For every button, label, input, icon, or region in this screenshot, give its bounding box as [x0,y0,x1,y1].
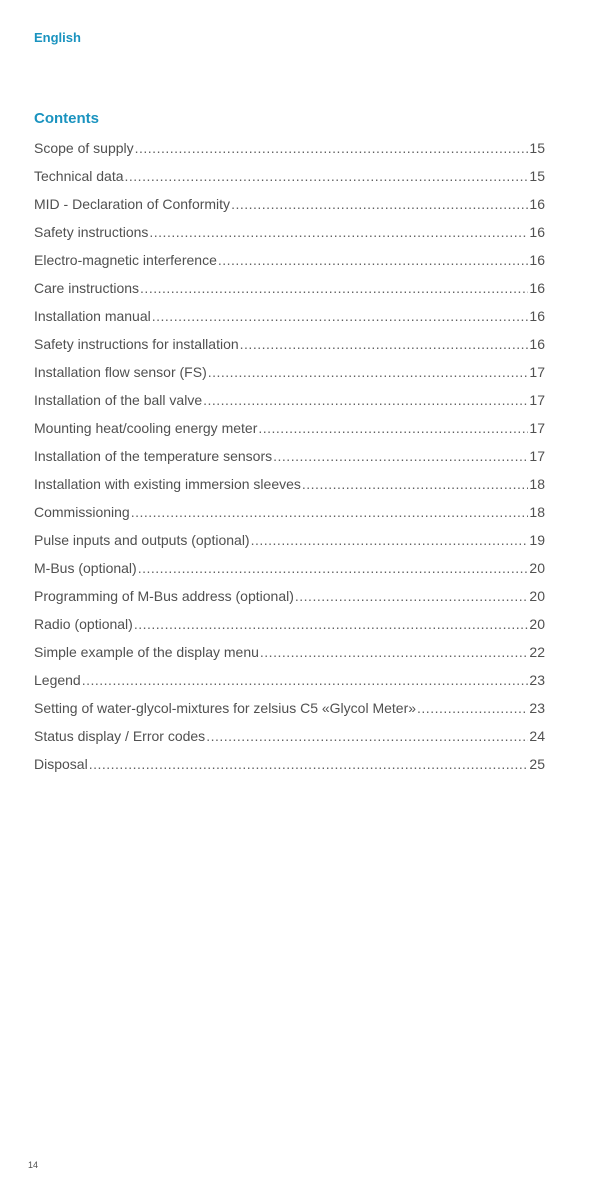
toc-entry-title: Safety instructions [34,224,149,240]
toc-entry-title: Simple example of the display menu [34,644,259,660]
toc-entry-mounting-energy-meter[interactable] [34,414,545,442]
toc-dot-leader [240,330,529,358]
toc-entry-title: Radio (optional) [34,616,133,632]
toc-entry-installation-ball-valve[interactable] [34,386,545,414]
toc-entry-pulse-inputs-outputs[interactable] [34,526,545,554]
toc-dot-leader [140,274,528,302]
toc-entry-installation-immersion-sleeves[interactable] [34,470,545,498]
toc-dot-leader [134,610,529,638]
toc-dot-leader [135,134,529,162]
toc-entry-page: 19 [529,532,545,548]
page-number: 14 [28,1160,39,1170]
toc-entry-title: Installation of the temperature sensors [34,448,273,464]
toc-dot-leader [218,246,529,274]
toc-entry-status-display-error-codes[interactable] [34,722,545,750]
toc-entry-legend[interactable] [34,666,545,694]
toc-dot-leader [89,750,529,778]
toc-dot-leader [295,582,529,610]
toc-dot-leader [302,470,529,498]
toc-entry-title: Legend [34,672,81,688]
toc-entry-electro-magnetic-interference[interactable] [34,246,545,274]
toc-entry-page: 18 [529,476,545,492]
toc-entry-page: 23 [529,672,545,688]
toc-dot-leader [131,498,529,526]
toc-entry-title: Mounting heat/cooling energy meter [34,420,258,436]
toc-entry-page: 16 [529,280,545,296]
toc-entry-title: Setting of water-glycol-mixtures for zelsius C5 «Glycol Meter» [34,700,417,716]
toc-entry-page: 25 [529,756,545,772]
toc-entry-title: Installation flow sensor (FS) [34,364,207,380]
toc-entry-page: 23 [529,700,545,716]
toc-dot-leader [203,386,528,414]
toc-entry-title: MID - Declaration of Conformity [34,196,231,212]
toc-entry-title: Installation manual [34,308,151,324]
toc-entry-page: 20 [529,560,545,576]
toc-entry-page: 16 [529,336,545,352]
toc-entry-page: 16 [529,196,545,212]
toc-entry-page: 22 [529,644,545,660]
table-of-contents [34,134,545,778]
contents-heading: Contents [34,110,99,127]
toc-entry-commissioning[interactable] [34,498,545,526]
toc-entry-title: Care instructions [34,280,140,296]
toc-entry-radio[interactable] [34,610,545,638]
toc-entry-technical-data[interactable] [34,162,545,190]
toc-dot-leader [273,442,528,470]
toc-entry-installation-temperature-sensors[interactable] [34,442,545,470]
toc-entry-title: Disposal [34,756,88,772]
toc-entry-page: 18 [529,504,545,520]
toc-dot-leader [206,722,528,750]
toc-dot-leader [231,190,528,218]
toc-entry-title: Technical data [34,168,124,184]
toc-entry-page: 17 [529,420,545,436]
toc-entry-page: 15 [529,140,545,156]
toc-entry-page: 20 [529,588,545,604]
toc-entry-disposal[interactable] [34,750,545,778]
toc-entry-safety-instructions-installation[interactable] [34,330,545,358]
toc-entry-title: M-Bus (optional) [34,560,137,576]
toc-entry-page: 16 [529,224,545,240]
toc-entry-title: Programming of M-Bus address (optional) [34,588,294,604]
toc-entry-programming-m-bus-address[interactable] [34,582,545,610]
toc-dot-leader [125,162,529,190]
toc-entry-title: Pulse inputs and outputs (optional) [34,532,250,548]
toc-dot-leader [260,638,529,666]
toc-entry-water-glycol-mixtures[interactable] [34,694,545,722]
toc-entry-page: 24 [529,728,545,744]
toc-entry-title: Commissioning [34,504,130,520]
toc-entry-page: 17 [529,448,545,464]
toc-entry-title: Scope of supply [34,140,134,156]
toc-dot-leader [149,218,528,246]
toc-entry-page: 16 [529,252,545,268]
toc-entry-care-instructions[interactable] [34,274,545,302]
toc-entry-page: 15 [529,168,545,184]
toc-entry-display-menu-example[interactable] [34,638,545,666]
toc-entry-m-bus[interactable] [34,554,545,582]
toc-entry-mid-declaration[interactable] [34,190,545,218]
toc-entry-installation-manual[interactable] [34,302,545,330]
toc-entry-title: Status display / Error codes [34,728,206,744]
toc-dot-leader [208,358,529,386]
toc-entry-title: Installation with existing immersion sleeves [34,476,301,492]
toc-dot-leader [152,302,529,330]
toc-entry-safety-instructions[interactable] [34,218,545,246]
toc-dot-leader [138,554,529,582]
toc-entry-title: Safety instructions for installation [34,336,239,352]
toc-entry-scope-of-supply[interactable] [34,134,545,162]
toc-dot-leader [251,526,529,554]
toc-entry-title: Electro-magnetic interference [34,252,217,268]
toc-entry-installation-flow-sensor[interactable] [34,358,545,386]
toc-entry-page: 20 [529,616,545,632]
language-label: English [34,30,81,45]
toc-dot-leader [258,414,528,442]
toc-entry-page: 16 [529,308,545,324]
toc-entry-title: Installation of the ball valve [34,392,203,408]
toc-dot-leader [82,666,529,694]
toc-entry-page: 17 [529,392,545,408]
toc-dot-leader [417,694,528,722]
toc-entry-page: 17 [529,364,545,380]
